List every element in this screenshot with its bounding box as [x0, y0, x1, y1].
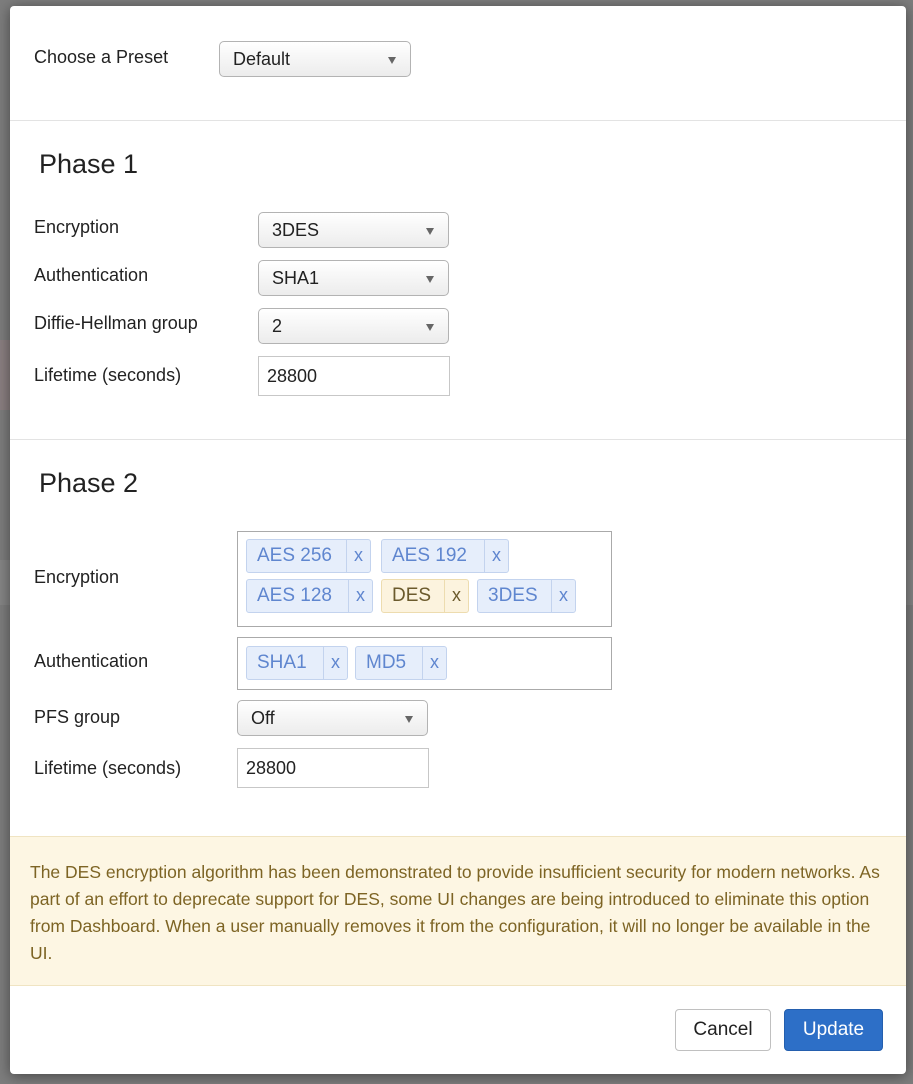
phase2-pfs-group-value: Off — [251, 708, 275, 728]
phase1-lifetime-value: 28800 — [267, 366, 318, 386]
tag-label: AES 192 — [392, 545, 467, 566]
remove-tag-icon[interactable]: x — [551, 580, 575, 612]
phase2-lifetime-input[interactable] — [237, 748, 429, 788]
chevron-down-icon — [405, 716, 413, 723]
ipsec-policy-modal — [10, 6, 906, 1074]
remove-tag-icon[interactable]: x — [346, 540, 370, 572]
phase2-encryption-tagbox[interactable] — [237, 531, 612, 627]
remove-tag-icon[interactable]: x — [348, 580, 372, 612]
tag-label: MD5 — [366, 652, 407, 673]
remove-tag-icon[interactable]: x — [422, 647, 446, 679]
tag-label: AES 128 — [257, 585, 332, 606]
phase1-lifetime-label: Lifetime (seconds) — [34, 365, 182, 385]
phase1-encryption-select[interactable] — [258, 212, 449, 248]
phase2-pfs-group-select[interactable] — [237, 700, 428, 736]
tag-aes-192 — [381, 539, 509, 573]
preset-select-value: Default — [233, 49, 291, 69]
remove-tag-icon[interactable]: x — [484, 540, 508, 572]
phase1-authentication-value: SHA1 — [272, 268, 320, 288]
tag-sha1 — [246, 646, 348, 680]
phase1-dh-group-label: Diffie-Hellman group — [34, 313, 198, 333]
tag-label: DES — [392, 585, 432, 606]
tag-label: SHA1 — [257, 652, 307, 673]
chevron-down-icon — [388, 57, 396, 64]
preset-row — [10, 6, 906, 121]
phase2-lifetime-label: Lifetime (seconds) — [34, 758, 182, 778]
phase2-authentication-tagbox[interactable] — [237, 637, 612, 690]
phase2-pfs-group-label: PFS group — [34, 707, 121, 727]
phase2-lifetime-value: 28800 — [246, 758, 297, 778]
phase2-encryption-label: Encryption — [34, 567, 120, 587]
tag-label: 3DES — [488, 585, 538, 606]
tag-3des — [477, 579, 576, 613]
cancel-button[interactable]: Cancel — [675, 1009, 771, 1051]
phase-divider — [10, 439, 906, 440]
phase2-title: Phase 2 — [39, 468, 139, 498]
tag-label: AES 256 — [257, 545, 332, 566]
tag-aes-256 — [246, 539, 371, 573]
tag-aes-128 — [246, 579, 373, 613]
tag-md5 — [355, 646, 447, 680]
phase1-encryption-value: 3DES — [272, 220, 320, 240]
chevron-down-icon — [426, 228, 434, 235]
phase2-authentication-label: Authentication — [34, 651, 149, 671]
tag-des — [381, 579, 469, 613]
warning-text: The DES encryption algorithm has been demonstrated to provide insufficient security for modern networks. As part of an effort to deprecate support for DES, some UI changes are being introduced to eliminate this option from Dashboard. When a user manually removes it from the configuration, it will no longer be available in the UI. — [30, 862, 880, 963]
remove-tag-icon[interactable]: x — [444, 580, 468, 612]
phase1-title: Phase 1 — [39, 149, 139, 179]
phase1-dh-group-value: 2 — [272, 316, 283, 336]
chevron-down-icon — [426, 276, 434, 283]
update-button[interactable]: Update — [784, 1009, 883, 1051]
phase1-dh-group-select[interactable] — [258, 308, 449, 344]
phase1-lifetime-input[interactable] — [258, 356, 450, 396]
phase1-encryption-label: Encryption — [34, 217, 120, 237]
remove-tag-icon[interactable]: x — [323, 647, 347, 679]
des-deprecation-warning — [10, 836, 906, 986]
chevron-down-icon — [426, 324, 434, 331]
preset-label: Choose a Preset — [34, 47, 169, 67]
preset-select[interactable] — [219, 41, 411, 77]
phase1-authentication-select[interactable] — [258, 260, 449, 296]
phase1-authentication-label: Authentication — [34, 265, 149, 285]
